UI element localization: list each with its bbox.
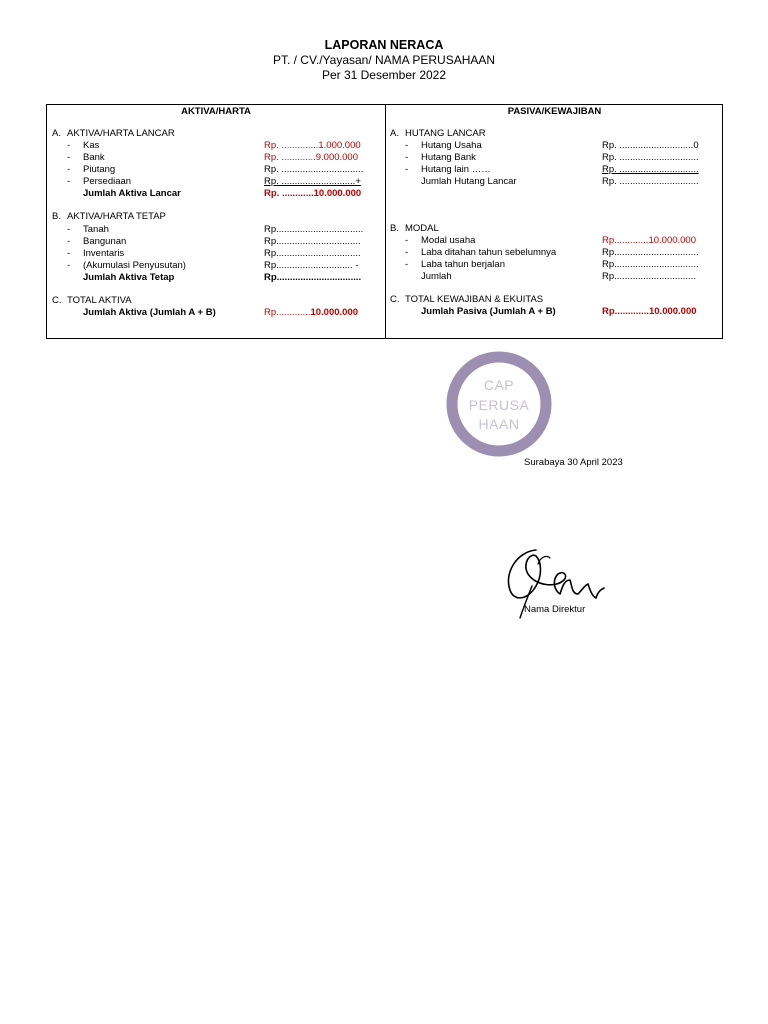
line-item: - Tanah Rp................................. [67,224,364,235]
section-total-liabilities-equity: C. TOTAL KEWAJIBAN & EKUITAS [390,294,544,305]
total-liabilities-equity: Jumlah Pasiva (Jumlah A + B) Rp.............10.000.000 [421,306,697,317]
line-item: - Laba tahun berjalan Rp................................ [405,259,699,270]
signature-place-date: Surabaya 30 April 2023 [524,457,623,468]
section-current-assets: A. AKTIVA/HARTA LANCAR [52,128,175,139]
section-fixed-assets: B. AKTIVA/HARTA TETAP [52,211,166,222]
total-fixed-assets: Jumlah Aktiva Tetap Rp................................ [83,272,362,283]
line-item: - Persediaan Rp. ............................+ [67,176,361,187]
line-item: - Kas Rp. ..............1.000.000 [67,140,361,151]
director-name: Nama Direktur [524,604,586,615]
line-item: - Hutang Usaha Rp. ............................0 [405,140,699,151]
line-item: Jumlah Hutang Lancar Rp. .............................. [421,176,699,187]
report-header [0,38,768,83]
line-item: - Piutang Rp. ............................... [67,164,364,175]
line-item: - Laba ditahan tahun sebelumnya Rp................................ [405,247,699,258]
line-item: - Hutang Bank Rp. .............................. [405,152,699,163]
report-title: LAPORAN NERACA [324,38,444,52]
section-total-assets: C. TOTAL AKTIVA [52,295,132,306]
line-item: Jumlah Rp............................... [421,271,696,282]
line-item: - Hutang lain …… Rp. .............................. [405,164,699,175]
company-name: PT. / CV./Yayasan/ NAMA PERUSAHAAN [272,53,496,67]
assets-column [47,105,386,338]
total-current-assets: Jumlah Aktiva Lancar Rp. ............10.000.000 [83,188,362,199]
line-item: - Bank Rp. .............9.000.000 [67,152,358,163]
liabilities-column [385,105,724,338]
report-period: Per 31 Desember 2022 [321,68,447,82]
section-equity: B. MODAL [390,223,439,234]
line-item: - Inventaris Rp................................ [67,248,361,259]
section-current-liabilities: A. HUTANG LANCAR [390,128,486,139]
stamp-text: CAP PERUSA HAAN [468,377,530,432]
line-item: - Modal usaha Rp.............10.000.000 [405,235,697,246]
assets-header: AKTIVA/HARTA [181,106,251,117]
liabilities-header: PASIVA/KEWAJIBAN [507,106,602,117]
balance-sheet-table [46,104,723,339]
line-item: - (Akumulasi Penyusutan) Rp............................. - [67,260,359,271]
line-item: - Bangunan Rp................................ [67,236,361,247]
total-assets: Jumlah Aktiva (Jumlah A + B) Rp.............10.000.000 [83,307,359,318]
